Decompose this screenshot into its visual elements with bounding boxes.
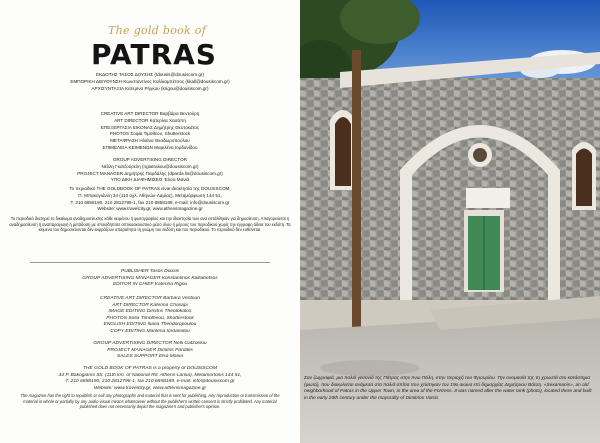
publisher-line: Website: www.travelcity.gr, www.athensmagazine.gr [97, 206, 203, 212]
right-window [572, 142, 596, 210]
credit-line: COPY EDITING Marilena Iordanidou [110, 328, 190, 334]
credit-line: ART DIRECTOR Κατερίνα Χασάπη [114, 117, 186, 123]
publisher-line: Website: www.travelcity.gr, www.athensmagazine.gr [93, 385, 207, 391]
credit-line: ΥΠΟ ΔΙΚΗ ΔΙΑΦΗΜΙΣΕΙΣ Έλσα Μανιά [110, 177, 190, 183]
credit-line: ART DIRECTOR Katerina Chasapi [112, 302, 188, 308]
masthead-title: PATRAS [91, 38, 217, 71]
greek-advertising-credits [20, 157, 280, 184]
publisher-line: Τ. 210 6858190, 210 2812798-1, fax 210 6858189, e-mail: info@dousiscom.gr [70, 199, 230, 205]
credit-line: ΕΠΙΜΕΛΕΙΑ ΚΕΙΜΕΝΩΝ Μαριλένα Ιορδανίδου [102, 144, 198, 150]
publisher-line: Π. Μπακογιάννη 34 (110 οχλ. Αθηνών-Λαμίας), Μεταμόρφωση 144 51, [78, 192, 222, 198]
plaque [466, 188, 510, 208]
photo-caption: Σαν ζωγραφιά, μια παλιά γειτονιά της Πάτρας στην Άνω Πόλη, στην περιοχή του Φρουρίου. Την ονομασία της τη χρωστά στο κατάστημα (φωτό), που διακρίνεται ανάμεσα στα παλιά σπίτια που χτίστηκαν τον 19ο αιώνα επί δημαρχίας Δημήτριου Βότση. «Sexamanis», an old neighborhood of Patras in the Upper Town, in the area of the Fortress. It was named after the water tank (photo), located there and built in the early 20th century under the mayoralty of Dimitrios Votsis [304, 376, 592, 401]
section-divider [30, 262, 270, 263]
credit-line: PHOTOS Sofia Timotheou, Shutterstock [106, 315, 194, 321]
greek-disclaimer: Το περιοδικό διατηρεί το δικαίωμα αναδημοσίευσης κάθε κειμένου ή φωτογραφίας και την ιδιοκτησία των ανα εστάλθηκαν για δημοσίευση. Απαγορεύεται η αναδημοσίευση ή αναπαραγωγή ή μετάδοση με οποιοδήποτε οπτικοακουστικό μέσο όλου ή μέρους του περιοδικού χωρίς την έγγραφη άδεια του εκδότη. Τα κείμενα του δημοσιεύονται δεν εκφράζουν απαραίτητα τη γνώμη του εκδότη και του περιοδικού. Το περιοδικό δεν ευθύνεται. [9, 216, 291, 233]
credit-line: ΕΜΠΟΡΙΚΗ ΔΙΕΥΘΥΝΣΗ Κωνσταντίνος Καλλιαμπέτσος (kkall@dousiscom.gr) [70, 78, 230, 84]
credit-line: ΜΕΤΑΦΡΑΣΗ Ηλιάνα Θεοδωροπούλου [110, 138, 190, 144]
publisher-line: Το περιοδικό THE GOLDBOOK OF PATRAS είναι ιδιοκτησία της DOUSISCOM, [69, 186, 231, 191]
credit-line: GROUP ADVERTISING DIRECTOR Nelli Gatzoelou [93, 341, 207, 346]
credit-line: PUBLISHER Tasos Dousis [120, 269, 180, 274]
publisher-line: T. 210 6858190, 210 2812798-1, fax 210 6858189, e-mail: info@dousiscom.gr [65, 379, 235, 384]
english-disclaimer: The magazine has the right to republish or sell any photographs and material that is sent for publishing. Any reproduction or transmission of the material in whole or partially by any audio-visual means whatsoever without the publisher's written consent is strictly prohibited. Any material published does not necessarily depict the magazine's and publisher's opinion. [20, 393, 280, 410]
publisher-line: 34 P. Bakogianni Str. (11th km. of National Rd. Athens-Lamia), Metamorfosis 144 51, [58, 372, 242, 378]
greek-editorial-credits [20, 72, 280, 92]
photo-page [300, 0, 600, 443]
shadow [320, 360, 420, 376]
utility-pole [352, 50, 361, 330]
english-editorial-credits [20, 269, 280, 289]
credit-line: CREATIVE ART DIRECTOR Βαρβάρα Βεντούρη [100, 111, 200, 116]
credit-line: SALES SUPPORT Elsa Mania [116, 354, 184, 359]
credit-line: ENGLISH EDITING Iliana Theodoropoulou [103, 322, 197, 327]
english-advertising-credits [20, 341, 280, 361]
masthead-kicker: The gold book of [108, 24, 207, 37]
credit-line: Νέλλη Γκατζούρελη (ngiatrakou@dousiscom.gr) [101, 163, 199, 169]
greek-publisher-info [20, 186, 280, 213]
credit-line: GROUP ADVERTISING DIRECTOR [112, 157, 188, 162]
credit-line: ΕΠΕΞΕΡΓΑΣΙΑ ΕΙΚΟΝΑΣ Δημήτρης Θεοτοκάτος [100, 124, 200, 130]
credit-line: ΕΚΔΟΤΗΣ ΤΑΣΟΣ ΔΟΥΣΗΣ (tdousis@dousiscom.gr) [96, 72, 204, 77]
english-publisher-info [20, 366, 280, 392]
credit-line: GROUP ADVERTISING MANAGER Konstantinos Kalliabetsos [82, 275, 218, 281]
credit-line: EDITOR IN CHIEF Katerina Rigou [112, 282, 188, 287]
english-creative-credits [20, 296, 280, 335]
credit-line: PROJECT MANAGER Δημήτρης Παρδάλης (dparda lis@dousiscom.gr) [77, 170, 223, 176]
credit-line: PHOTOS Σοφία Τιμοθέου, Shutterstock [109, 131, 191, 137]
credit-line: ΑΡΧΙΣΥΝΤΑΞΙΑ Κατερίνα Ρήγκου (krigou@dousiscom.gr) [91, 85, 209, 91]
greek-creative-credits [20, 111, 280, 152]
credit-line: IMAGE EDITING Dimitris Theotokatos [108, 309, 192, 314]
credit-line: CREATIVE ART DIRECTOR Barbara Ventouri [100, 296, 200, 301]
publisher-line: THE GOLD BOOK OF PATRAS is a property of DOUSISCOM [83, 366, 217, 371]
credit-line: PROJECT MANAGER Dimitris Pardalis [107, 347, 193, 353]
